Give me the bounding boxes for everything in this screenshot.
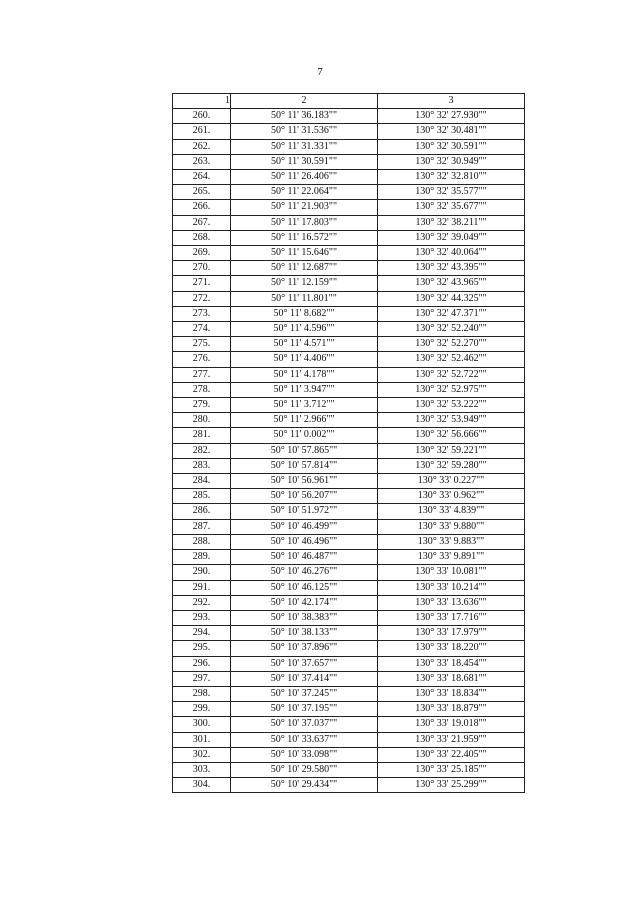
table-row [173, 762, 525, 777]
point-number-cell: 304. [173, 778, 231, 793]
latitude-cell: 50° 10' 29.580"" [231, 762, 378, 777]
point-number-cell: 279. [173, 398, 231, 413]
latitude-cell: 50° 11' 12.159"" [231, 276, 378, 291]
point-number-cell: 292. [173, 595, 231, 610]
table-row [173, 550, 525, 565]
table-row [173, 185, 525, 200]
column-header-longitude: 3 [378, 94, 525, 109]
latitude-cell: 50° 10' 38.383"" [231, 610, 378, 625]
longitude-cell: 130° 32' 52.975"" [378, 382, 525, 397]
latitude-cell: 50° 10' 33.098"" [231, 747, 378, 762]
latitude-cell: 50° 10' 29.434"" [231, 778, 378, 793]
table-row [173, 732, 525, 747]
latitude-cell: 50° 10' 37.245"" [231, 686, 378, 701]
longitude-cell: 130° 32' 30.949"" [378, 154, 525, 169]
table-row [173, 428, 525, 443]
point-number-cell: 298. [173, 686, 231, 701]
longitude-cell: 130° 32' 43.965"" [378, 276, 525, 291]
point-number-cell: 297. [173, 671, 231, 686]
table-row [173, 534, 525, 549]
table-row [173, 215, 525, 230]
latitude-cell: 50° 11' 31.331"" [231, 139, 378, 154]
latitude-cell: 50° 10' 46.276"" [231, 565, 378, 580]
point-number-cell: 272. [173, 291, 231, 306]
table-row [173, 443, 525, 458]
longitude-cell: 130° 32' 59.280"" [378, 458, 525, 473]
table-row [173, 154, 525, 169]
latitude-cell: 50° 11' 3.947"" [231, 382, 378, 397]
table-row [173, 109, 525, 124]
longitude-cell: 130° 32' 38.211"" [378, 215, 525, 230]
table-row [173, 124, 525, 139]
latitude-cell: 50° 10' 46.487"" [231, 550, 378, 565]
longitude-cell: 130° 33' 18.834"" [378, 686, 525, 701]
latitude-cell: 50° 11' 11.801"" [231, 291, 378, 306]
longitude-cell: 130° 32' 30.481"" [378, 124, 525, 139]
latitude-cell: 50° 11' 12.687"" [231, 261, 378, 276]
longitude-cell: 130° 33' 9.891"" [378, 550, 525, 565]
point-number-cell: 299. [173, 702, 231, 717]
latitude-cell: 50° 11' 16.572"" [231, 230, 378, 245]
longitude-cell: 130° 33' 17.716"" [378, 610, 525, 625]
longitude-cell: 130° 33' 18.879"" [378, 702, 525, 717]
table-row [173, 747, 525, 762]
longitude-cell: 130° 32' 35.577"" [378, 185, 525, 200]
latitude-cell: 50° 10' 37.195"" [231, 702, 378, 717]
point-number-cell: 287. [173, 519, 231, 534]
latitude-cell: 50° 11' 4.571"" [231, 337, 378, 352]
longitude-cell: 130° 32' 43.395"" [378, 261, 525, 276]
latitude-cell: 50° 10' 42.174"" [231, 595, 378, 610]
point-number-cell: 260. [173, 109, 231, 124]
longitude-cell: 130° 32' 30.591"" [378, 139, 525, 154]
table-row [173, 276, 525, 291]
latitude-cell: 50° 11' 4.596"" [231, 322, 378, 337]
point-number-cell: 302. [173, 747, 231, 762]
column-header-number: 1 [173, 94, 231, 109]
longitude-cell: 130° 33' 18.454"" [378, 656, 525, 671]
table-row [173, 291, 525, 306]
point-number-cell: 281. [173, 428, 231, 443]
table-row [173, 717, 525, 732]
latitude-cell: 50° 10' 46.499"" [231, 519, 378, 534]
longitude-cell: 130° 33' 10.081"" [378, 565, 525, 580]
table-row [173, 246, 525, 261]
point-number-cell: 295. [173, 641, 231, 656]
table-row [173, 580, 525, 595]
latitude-cell: 50° 11' 3.712"" [231, 398, 378, 413]
longitude-cell: 130° 33' 25.185"" [378, 762, 525, 777]
longitude-cell: 130° 33' 0.962"" [378, 489, 525, 504]
point-number-cell: 289. [173, 550, 231, 565]
longitude-cell: 130° 32' 35.677"" [378, 200, 525, 215]
table-row [173, 352, 525, 367]
point-number-cell: 293. [173, 610, 231, 625]
longitude-cell: 130° 33' 9.880"" [378, 519, 525, 534]
table-row [173, 474, 525, 489]
point-number-cell: 275. [173, 337, 231, 352]
latitude-cell: 50° 11' 22.064"" [231, 185, 378, 200]
latitude-cell: 50° 10' 56.961"" [231, 474, 378, 489]
table-row [173, 702, 525, 717]
point-number-cell: 274. [173, 322, 231, 337]
table-row [173, 519, 525, 534]
longitude-cell: 130° 32' 59.221"" [378, 443, 525, 458]
longitude-cell: 130° 32' 52.240"" [378, 322, 525, 337]
point-number-cell: 284. [173, 474, 231, 489]
point-number-cell: 265. [173, 185, 231, 200]
point-number-cell: 263. [173, 154, 231, 169]
table-row [173, 641, 525, 656]
latitude-cell: 50° 10' 56.207"" [231, 489, 378, 504]
longitude-cell: 130° 32' 52.722"" [378, 367, 525, 382]
point-number-cell: 268. [173, 230, 231, 245]
longitude-cell: 130° 32' 32.810"" [378, 170, 525, 185]
point-number-cell: 286. [173, 504, 231, 519]
point-number-cell: 296. [173, 656, 231, 671]
longitude-cell: 130° 32' 52.270"" [378, 337, 525, 352]
point-number-cell: 277. [173, 367, 231, 382]
latitude-cell: 50° 10' 37.414"" [231, 671, 378, 686]
table-header-row [173, 94, 525, 109]
latitude-cell: 50° 10' 33.637"" [231, 732, 378, 747]
table-row [173, 261, 525, 276]
page-number: 7 [317, 66, 323, 78]
table-row [173, 595, 525, 610]
latitude-cell: 50° 11' 21.903"" [231, 200, 378, 215]
table-row [173, 671, 525, 686]
table-row [173, 230, 525, 245]
longitude-cell: 130° 32' 53.949"" [378, 413, 525, 428]
latitude-cell: 50° 11' 17.803"" [231, 215, 378, 230]
table-row [173, 489, 525, 504]
longitude-cell: 130° 32' 44.325"" [378, 291, 525, 306]
column-header-latitude: 2 [231, 94, 378, 109]
table-row [173, 413, 525, 428]
latitude-cell: 50° 10' 46.125"" [231, 580, 378, 595]
table-row [173, 686, 525, 701]
longitude-cell: 130° 33' 17.979"" [378, 626, 525, 641]
latitude-cell: 50° 11' 4.406"" [231, 352, 378, 367]
longitude-cell: 130° 33' 13.636"" [378, 595, 525, 610]
latitude-cell: 50° 11' 36.183"" [231, 109, 378, 124]
longitude-cell: 130° 33' 18.220"" [378, 641, 525, 656]
table-row [173, 626, 525, 641]
latitude-cell: 50° 10' 37.037"" [231, 717, 378, 732]
longitude-cell: 130° 33' 25.299"" [378, 778, 525, 793]
point-number-cell: 269. [173, 246, 231, 261]
point-number-cell: 267. [173, 215, 231, 230]
longitude-cell: 130° 32' 27.930"" [378, 109, 525, 124]
latitude-cell: 50° 10' 46.496"" [231, 534, 378, 549]
latitude-cell: 50° 10' 37.896"" [231, 641, 378, 656]
table-row [173, 565, 525, 580]
table-row [173, 656, 525, 671]
longitude-cell: 130° 32' 39.049"" [378, 230, 525, 245]
latitude-cell: 50° 10' 57.814"" [231, 458, 378, 473]
point-number-cell: 271. [173, 276, 231, 291]
latitude-cell: 50° 11' 26.406"" [231, 170, 378, 185]
latitude-cell: 50° 11' 2.966"" [231, 413, 378, 428]
longitude-cell: 130° 33' 9.883"" [378, 534, 525, 549]
point-number-cell: 278. [173, 382, 231, 397]
longitude-cell: 130° 33' 10.214"" [378, 580, 525, 595]
point-number-cell: 283. [173, 458, 231, 473]
longitude-cell: 130° 33' 0.227"" [378, 474, 525, 489]
point-number-cell: 266. [173, 200, 231, 215]
table-row [173, 306, 525, 321]
table-row [173, 322, 525, 337]
point-number-cell: 303. [173, 762, 231, 777]
table-row [173, 382, 525, 397]
point-number-cell: 273. [173, 306, 231, 321]
longitude-cell: 130° 33' 4.839"" [378, 504, 525, 519]
latitude-cell: 50° 10' 51.972"" [231, 504, 378, 519]
table-row [173, 610, 525, 625]
latitude-cell: 50° 11' 8.682"" [231, 306, 378, 321]
table-row [173, 398, 525, 413]
longitude-cell: 130° 32' 56.666"" [378, 428, 525, 443]
longitude-cell: 130° 33' 21.959"" [378, 732, 525, 747]
point-number-cell: 276. [173, 352, 231, 367]
coordinates-table [172, 93, 525, 793]
point-number-cell: 262. [173, 139, 231, 154]
longitude-cell: 130° 33' 22.405"" [378, 747, 525, 762]
point-number-cell: 264. [173, 170, 231, 185]
point-number-cell: 280. [173, 413, 231, 428]
latitude-cell: 50° 10' 37.657"" [231, 656, 378, 671]
point-number-cell: 288. [173, 534, 231, 549]
point-number-cell: 285. [173, 489, 231, 504]
point-number-cell: 282. [173, 443, 231, 458]
table-row [173, 139, 525, 154]
point-number-cell: 300. [173, 717, 231, 732]
table-row [173, 504, 525, 519]
longitude-cell: 130° 32' 53.222"" [378, 398, 525, 413]
point-number-cell: 290. [173, 565, 231, 580]
point-number-cell: 261. [173, 124, 231, 139]
latitude-cell: 50° 11' 30.591"" [231, 154, 378, 169]
longitude-cell: 130° 33' 18.681"" [378, 671, 525, 686]
table-row [173, 170, 525, 185]
table-row [173, 367, 525, 382]
table-row [173, 458, 525, 473]
latitude-cell: 50° 11' 15.646"" [231, 246, 378, 261]
longitude-cell: 130° 32' 52.462"" [378, 352, 525, 367]
point-number-cell: 270. [173, 261, 231, 276]
table-row [173, 200, 525, 215]
latitude-cell: 50° 11' 4.178"" [231, 367, 378, 382]
point-number-cell: 291. [173, 580, 231, 595]
latitude-cell: 50° 11' 0.002"" [231, 428, 378, 443]
latitude-cell: 50° 10' 38.133"" [231, 626, 378, 641]
longitude-cell: 130° 33' 19.018"" [378, 717, 525, 732]
point-number-cell: 294. [173, 626, 231, 641]
point-number-cell: 301. [173, 732, 231, 747]
table-row [173, 337, 525, 352]
latitude-cell: 50° 10' 57.865"" [231, 443, 378, 458]
longitude-cell: 130° 32' 40.064"" [378, 246, 525, 261]
longitude-cell: 130° 32' 47.371"" [378, 306, 525, 321]
latitude-cell: 50° 11' 31.536"" [231, 124, 378, 139]
table-row [173, 778, 525, 793]
